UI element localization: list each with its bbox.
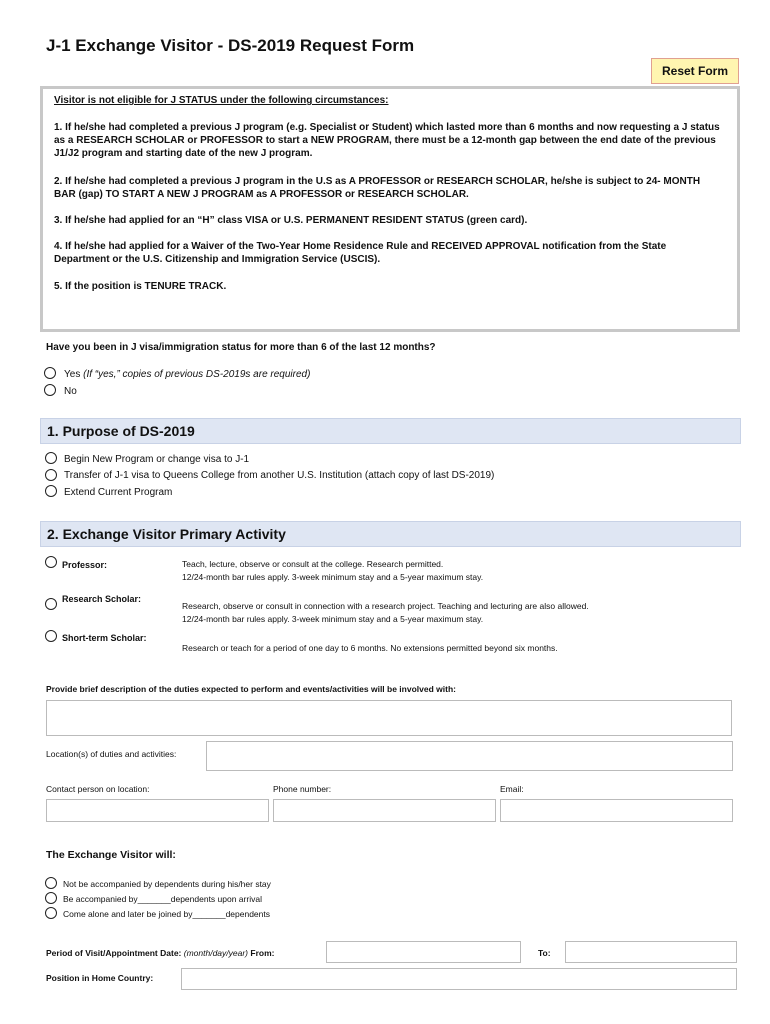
- dependents-option: Not be accompanied by dependents during his/her stay: [63, 879, 271, 889]
- period-from-field[interactable]: [326, 941, 521, 963]
- period-label-bold: Period of Visit/Appointment Date:: [46, 948, 182, 958]
- phone-label: Phone number:: [273, 784, 332, 794]
- purpose-option: Extend Current Program: [64, 487, 173, 498]
- activity-radio-professor[interactable]: [45, 556, 57, 568]
- purpose-option: Transfer of J-1 visa to Queens College from another U.S. Institution (attach copy of last DS-2019): [64, 470, 495, 481]
- purpose-radio-transfer[interactable]: [45, 469, 57, 481]
- eligibility-item: 1. If he/she had completed a previous J program (e.g. Specialist or Student) which lasted more than 6 months and now requesting a J status as a RESEARCH SCHOLAR or PROFESSOR to start a NEW PROGRAM, there must be a 12-month gap between the end date of the previous J1/J2 program and starting date of the new J program.: [54, 122, 720, 159]
- role-desc-line: 12/24-month bar rules apply. 3-week minimum stay and a 5-year maximum stay.: [182, 614, 484, 624]
- role-desc-research-scholar: [182, 600, 589, 626]
- role-desc-line: Teach, lecture, observe or consult at the college. Research permitted.: [182, 559, 444, 569]
- activity-section-header: 2. Exchange Visitor Primary Activity: [40, 521, 741, 547]
- role-label-short-term-scholar: Short-term Scholar:: [62, 633, 147, 643]
- period-label: [46, 948, 274, 958]
- purpose-section-header: 1. Purpose of DS-2019: [40, 418, 741, 444]
- email-label: Email:: [500, 784, 524, 794]
- eligibility-item: 2. If he/she had completed a previous J program in the U.S as A PROFESSOR or RESEARCH SCHOLAR, he/she is subject to 24- MONTH BAR (gap) TO START A NEW J PROGRAM as A PROFESSOR or RESEARCH SCHOLAR.: [54, 176, 701, 200]
- role-desc-line: 12/24-month bar rules apply. 3-week minimum stay and a 5-year maximum stay.: [182, 572, 484, 582]
- role-desc-professor: [182, 558, 483, 584]
- dependents-radio-accompanied[interactable]: [45, 892, 57, 904]
- jstatus-no-label: No: [64, 386, 77, 397]
- phone-field[interactable]: [273, 799, 496, 822]
- jstatus-yes-radio[interactable]: [44, 367, 56, 379]
- activity-radio-short-term-scholar[interactable]: [45, 630, 57, 642]
- location-label: Location(s) of duties and activities:: [46, 749, 177, 759]
- jstatus-question: Have you been in J visa/immigration status for more than 6 of the last 12 months?: [46, 342, 436, 353]
- purpose-radio-new[interactable]: [45, 452, 57, 464]
- location-field[interactable]: [206, 741, 733, 771]
- dependents-option: Be accompanied by_______dependents upon arrival: [63, 894, 262, 904]
- jstatus-yes-option: [64, 369, 310, 380]
- role-desc-short-term-scholar: Research or teach for a period of one day to 6 months. No extensions permitted beyond six months.: [182, 643, 558, 653]
- position-home-field[interactable]: [181, 968, 737, 990]
- period-to-label: To:: [538, 948, 551, 958]
- dependents-option: Come alone and later be joined by_______dependents: [63, 909, 270, 919]
- eligibility-heading: Visitor is not eligible for J STATUS under the following circumstances:: [54, 95, 389, 106]
- contact-person-field[interactable]: [46, 799, 269, 822]
- dependents-heading: The Exchange Visitor will:: [46, 849, 176, 861]
- form-title: J-1 Exchange Visitor - DS-2019 Request Form: [46, 36, 415, 55]
- eligibility-item: 4. If he/she had applied for a Waiver of the Two-Year Home Residence Rule and RECEIVED APPROVAL notification from the State Department or the U.S. Citizenship and Immigration Service (USCIS).: [54, 241, 667, 265]
- jstatus-no-radio[interactable]: [44, 384, 56, 396]
- role-label-professor: Professor:: [62, 560, 108, 570]
- purpose-option: Begin New Program or change visa to J-1: [64, 454, 250, 465]
- period-from-label: From:: [250, 948, 275, 958]
- role-desc-line: Research, observe or consult in connection with a research project. Teaching and lecturing are also allowed.: [182, 601, 589, 611]
- eligibility-item: 3. If he/she had applied for an “H” class VISA or U.S. PERMANENT RESIDENT STATUS (green card).: [54, 215, 528, 226]
- dependents-radio-none[interactable]: [45, 877, 57, 889]
- activity-radio-research-scholar[interactable]: [45, 598, 57, 610]
- reset-form-button[interactable]: Reset Form: [651, 58, 739, 84]
- email-field[interactable]: [500, 799, 733, 822]
- contact-person-label: Contact person on location:: [46, 784, 150, 794]
- jstatus-yes-note: (If “yes,” copies of previous DS-2019s are required): [83, 369, 311, 380]
- position-home-label: Position in Home Country:: [46, 973, 154, 983]
- period-label-italic: (month/day/year): [183, 948, 249, 958]
- duties-prompt: Provide brief description of the duties expected to perform and events/activities will be involved with:: [46, 684, 456, 694]
- role-label-research-scholar: Research Scholar:: [62, 594, 142, 604]
- dependents-radio-later[interactable]: [45, 907, 57, 919]
- jstatus-yes-label: Yes: [64, 369, 81, 380]
- duties-description-field[interactable]: [46, 700, 732, 736]
- eligibility-item: 5. If the position is TENURE TRACK.: [54, 281, 227, 292]
- period-to-field[interactable]: [565, 941, 737, 963]
- purpose-radio-extend[interactable]: [45, 485, 57, 497]
